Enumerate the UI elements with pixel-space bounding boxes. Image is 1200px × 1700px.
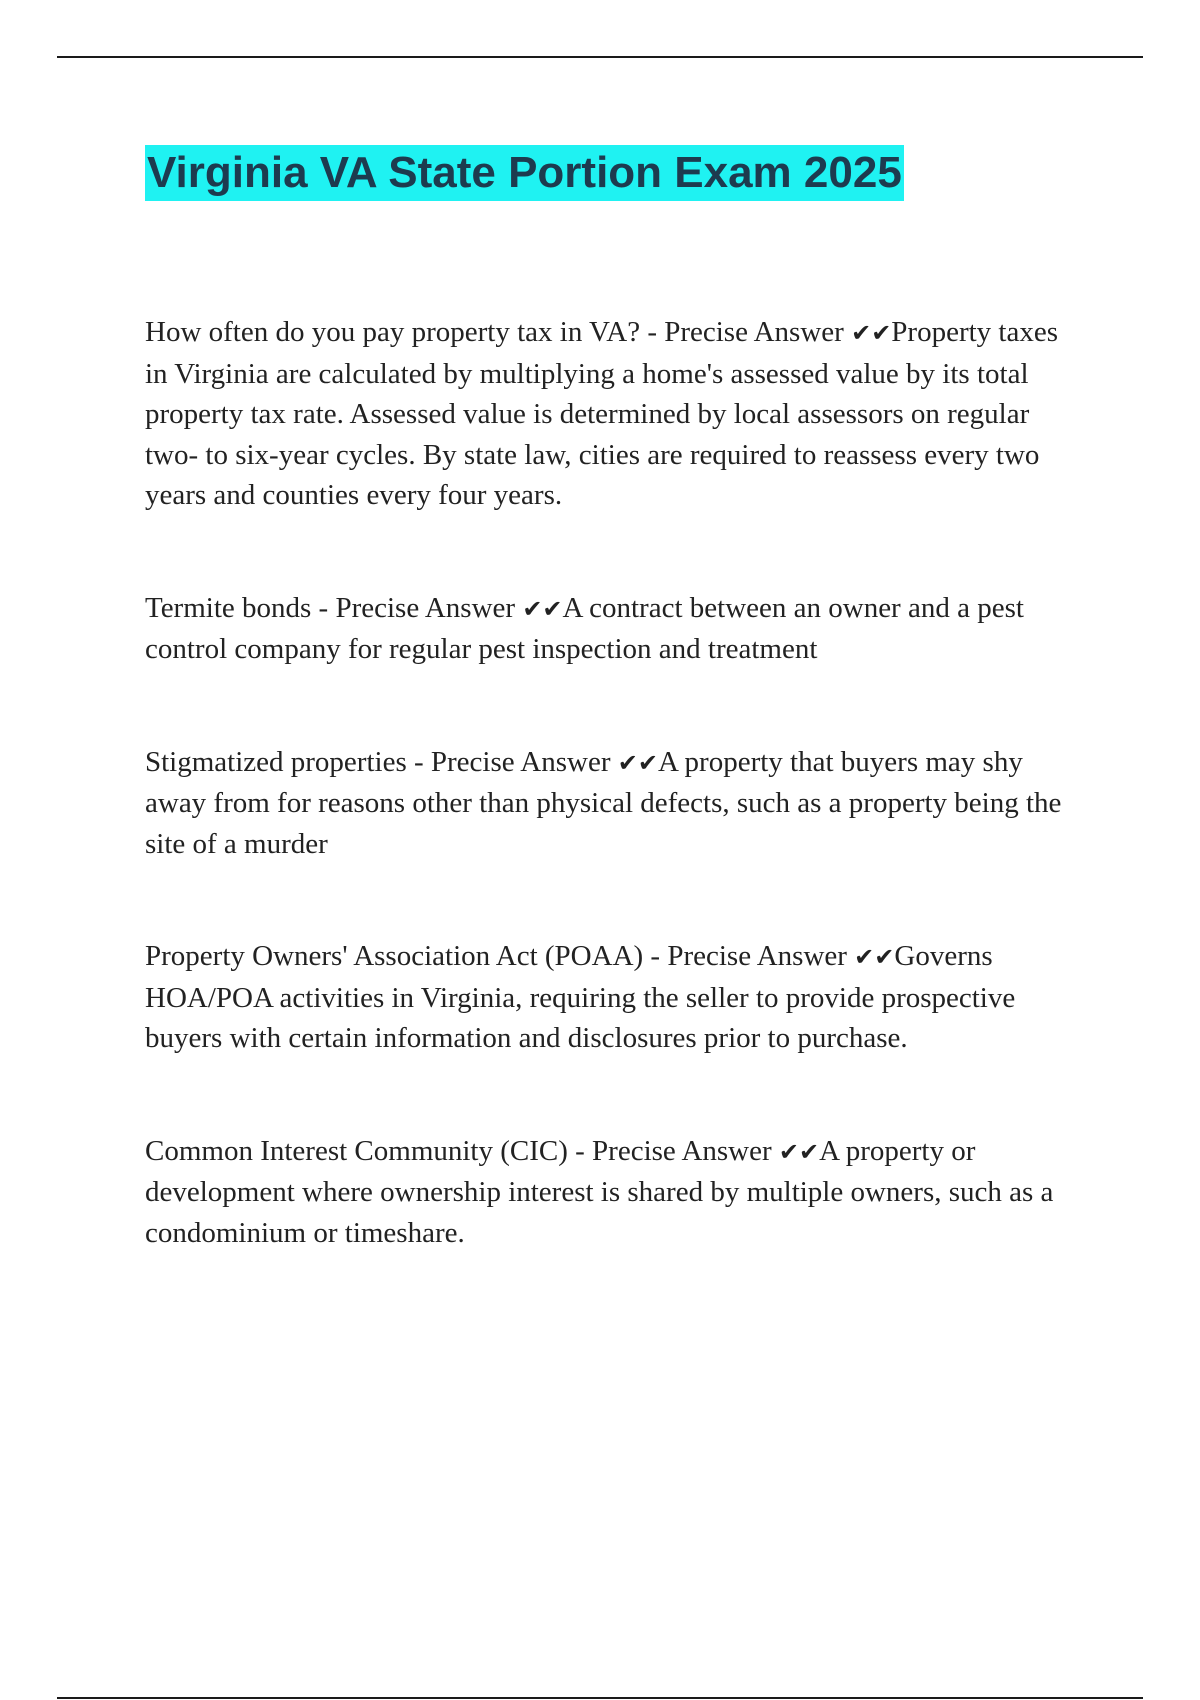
qa-item (145, 742, 1085, 865)
qa-question: Termite bonds - Precise Answer (145, 591, 523, 624)
double-check-icon: ✔✔ (851, 319, 892, 347)
double-check-icon: ✔✔ (854, 943, 895, 971)
qa-item (145, 588, 1085, 670)
qa-answer: A contract between an owner and a pest control company for regular pest inspection and treatment (145, 591, 1024, 665)
qa-answer: A property or development where ownership interest is shared by multiple owners, such as a condominium or timeshare. (145, 1134, 1054, 1249)
footer-rule (57, 1697, 1143, 1699)
qa-item (145, 1131, 1085, 1254)
qa-list (145, 312, 1085, 1325)
qa-item (145, 936, 1085, 1059)
double-check-icon: ✔✔ (617, 748, 658, 777)
double-check-icon: ✔✔ (522, 594, 563, 623)
qa-answer: Governs HOA/POA activities in Virginia, requiring the seller to provide prospective buyers with certain information and disclosures prior to purchase. (145, 940, 1016, 1054)
qa-question: How often do you pay property tax in VA? - Precise Answer (145, 316, 852, 348)
double-check-icon: ✔✔ (778, 1137, 820, 1166)
qa-item (145, 312, 1085, 516)
qa-answer: A property that buyers may shy away from for reasons other than physical defects, such as a property being the site of a murder (145, 745, 1062, 860)
header-rule (57, 56, 1143, 58)
qa-question: Common Interest Community (CIC) - Precise Answer (145, 1134, 779, 1167)
title-block (145, 145, 904, 201)
qa-question: Property Owners' Association Act (POAA) - Precise Answer (145, 940, 855, 972)
document-title: Virginia VA State Portion Exam 2025 (145, 145, 904, 201)
qa-question: Stigmatized properties - Precise Answer (145, 745, 618, 778)
qa-answer: Property taxes in Virginia are calculated by multiplying a home's assessed value by its total property tax rate. Assessed value is determined by local assessors on regular two- to six-year cycles. By state law, cities are required to reassess every two years and counties every four years. (145, 316, 1059, 511)
